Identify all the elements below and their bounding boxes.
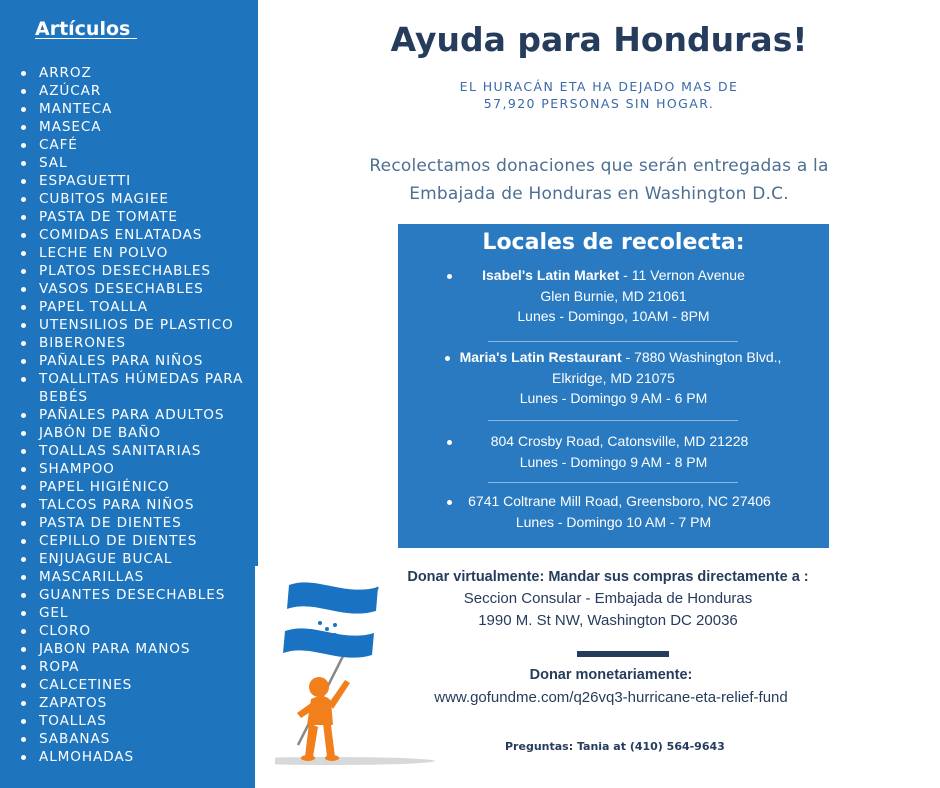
article-item: TOALLAS SANITARIAS	[20, 442, 249, 460]
location-2	[398, 347, 829, 409]
gofundme-link[interactable]: www.gofundme.com/q26vq3-hurricane-eta-relief-fund	[434, 689, 788, 706]
location-divider	[488, 341, 738, 342]
bullet-icon	[447, 500, 452, 505]
bullet-icon	[447, 274, 452, 279]
article-item: TOALLITAS HÚMEDAS PARA BEBÉS	[20, 370, 249, 406]
article-item: ESPAGUETTI	[20, 172, 249, 190]
article-item: PAPEL HIGIÉNICO	[20, 478, 249, 496]
bullet-icon	[445, 356, 450, 361]
article-item: GUANTES DESECHABLES	[20, 586, 249, 604]
location-3	[398, 431, 829, 472]
location-divider	[488, 482, 738, 483]
article-item: PAÑALES PARA NIÑOS	[20, 352, 249, 370]
article-item: LECHE EN POLVO	[20, 244, 249, 262]
bullet-icon	[447, 440, 452, 445]
article-item: TOALLAS	[20, 712, 249, 730]
location-1-name: Isabel's Latin Market	[482, 267, 620, 283]
article-item: PAÑALES PARA ADULTOS	[20, 406, 249, 424]
collection-locations-box	[398, 224, 829, 548]
article-item: JABÓN DE BAÑO	[20, 424, 249, 442]
article-item: ZAPATOS	[20, 694, 249, 712]
location-2-address2: Elkridge, MD 21075	[552, 369, 675, 386]
article-item: ROPA	[20, 658, 249, 676]
article-item: SAL	[20, 154, 249, 172]
donate-virtual-line-2: 1990 M. St NW, Washington DC 20036	[478, 612, 738, 629]
article-item: CLORO	[20, 622, 249, 640]
ground-shadow	[275, 757, 435, 765]
questions-contact: Preguntas: Tania at (410) 564-9643	[505, 740, 725, 753]
intro-line-1: Recolectamos donaciones que serán entregadas a la	[369, 156, 829, 176]
article-item: TALCOS PARA NIÑOS	[20, 496, 249, 514]
article-item: MASECA	[20, 118, 249, 136]
article-item: SHAMPOO	[20, 460, 249, 478]
location-1-address2: Glen Burnie, MD 21061	[540, 287, 687, 304]
location-2-name: Maria's Latin Restaurant	[459, 349, 622, 365]
article-item: JABON PARA MANOS	[20, 640, 249, 658]
article-item: UTENSILIOS DE PLASTICO	[20, 316, 249, 334]
location-3-hours: Lunes - Domingo 9 AM - 8 PM	[519, 453, 708, 470]
article-item: VASOS DESECHABLES	[20, 280, 249, 298]
articles-sidebar	[0, 0, 258, 788]
donate-money-heading: Donar monetariamente:	[529, 667, 693, 683]
location-3-address1: 804 Crosby Road, Catonsville, MD 21228	[490, 433, 749, 449]
intro-text	[258, 152, 940, 208]
article-item: ARROZ	[20, 64, 249, 82]
location-1	[398, 265, 829, 327]
article-item: CUBITOS MAGIEE	[20, 190, 249, 208]
article-item: MASCARILLAS	[20, 568, 249, 586]
donate-virtual-heading: Donar virtualmente: Mandar sus compras directamente a :	[407, 569, 809, 585]
article-item: ALMOHADAS	[20, 748, 249, 766]
location-1-address1: - 11 Vernon Avenue	[619, 267, 745, 283]
section-divider-bar	[577, 651, 669, 657]
location-2-hours: Lunes - Domingo 9 AM - 6 PM	[519, 390, 708, 406]
page-title: Ayuda para Honduras!	[390, 20, 808, 59]
flag-bearer-illustration	[275, 575, 455, 775]
subtitle-line-1: EL HURACÁN ETA HA DEJADO MAS DE	[459, 79, 739, 94]
intro-line-2: Embajada de Honduras en Washington D.C.	[409, 184, 789, 204]
article-item: PASTA DE TOMATE	[20, 208, 249, 226]
location-divider	[488, 420, 738, 421]
location-4	[398, 491, 829, 532]
article-item: CEPILLO DE DIENTES	[20, 532, 249, 550]
article-item: GEL	[20, 604, 249, 622]
article-item: BIBERONES	[20, 334, 249, 352]
articles-title: Artículos	[35, 18, 137, 40]
article-item: ENJUAGUE BUCAL	[20, 550, 249, 568]
location-2-address1: - 7880 Washington Blvd.,	[621, 349, 782, 365]
hurricane-subtitle	[258, 78, 940, 112]
article-item: MANTECA	[20, 100, 249, 118]
location-4-hours: Lunes - Domingo 10 AM - 7 PM	[515, 513, 712, 530]
article-item: CAFÉ	[20, 136, 249, 154]
article-item: CALCETINES	[20, 676, 249, 694]
article-item: PAPEL TOALLA	[20, 298, 249, 316]
donate-virtual-line-1: Seccion Consular - Embajada de Honduras	[463, 590, 753, 607]
article-item: SABANAS	[20, 730, 249, 748]
article-item: COMIDAS ENLATADAS	[20, 226, 249, 244]
location-1-hours: Lunes - Domingo, 10AM - 8PM	[517, 308, 710, 324]
article-item: PLATOS DESECHABLES	[20, 262, 249, 280]
locations-title: Locales de recolecta:	[482, 230, 745, 255]
articles-list	[20, 64, 249, 766]
orange-figure	[297, 677, 350, 761]
honduras-flag-icon	[283, 582, 378, 657]
article-item: AZÚCAR	[20, 82, 249, 100]
location-4-address1: 6741 Coltrane Mill Road, Greensboro, NC 27406	[468, 493, 771, 509]
subtitle-line-2: 57,920 PERSONAS SIN HOGAR.	[483, 96, 715, 111]
article-item: PASTA DE DIENTES	[20, 514, 249, 532]
